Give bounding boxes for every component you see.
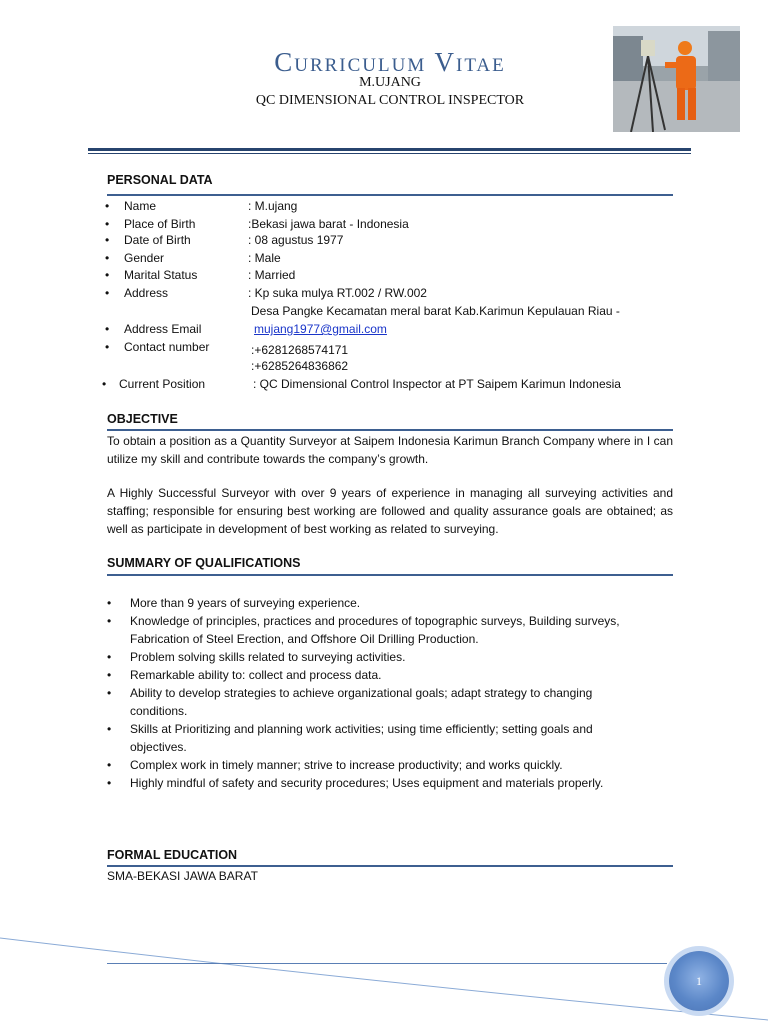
objective-heading: OBJECTIVE — [107, 412, 178, 426]
row-label: Marital Status — [124, 268, 198, 282]
row-value: :Bekasi jawa barat - Indonesia — [248, 217, 409, 231]
page-number: 1 — [669, 951, 729, 1011]
row-value: : QC Dimensional Control Inspector at PT Saipem Karimun Indonesia — [253, 377, 621, 391]
row-label: Place of Birth — [124, 217, 196, 231]
footer-curve — [0, 920, 768, 1024]
personal-data-rule — [107, 194, 673, 196]
row-label: Contact number — [124, 340, 210, 354]
row-value: : 08 agustus 1977 — [248, 233, 344, 247]
row-value: : M.ujang — [248, 199, 298, 213]
row-label: Current Position — [119, 377, 206, 391]
row-label: Name — [124, 199, 157, 213]
cv-title: Curriculum Vitae — [274, 47, 506, 77]
list-item: • Remarkable ability to: collect and process data. — [107, 668, 382, 682]
objective-paragraph-2: A Highly Successful Surveyor with over 9 years of experience in managing all surveying activities and staffing; responsible for ensuring best working are followed and quality assurance goals are obtained; as well as participate in development of best working as related to surveying. — [107, 486, 673, 536]
list-item: • Complex work in timely manner; strive to increase productivity; and works quickly. — [107, 758, 563, 772]
row-label: Date of Birth — [124, 233, 191, 247]
footer-line — [107, 963, 667, 964]
row-value: : Male — [248, 251, 281, 265]
row-value: :+6285264836862 — [251, 359, 349, 373]
education-rule — [107, 865, 673, 867]
row-label: Address — [124, 286, 169, 300]
applicant-photo — [613, 26, 740, 132]
qualifications-rule — [107, 574, 673, 576]
list-item: • More than 9 years of surveying experience. — [107, 596, 361, 610]
row-value: : Married — [248, 268, 296, 282]
education-item: SMA-BEKASI JAWA BARAT — [107, 869, 258, 883]
objective-rule — [107, 429, 673, 431]
row-value: Desa Pangke Kecamatan meral barat Kab.Karimun Kepulauan Riau - — [251, 304, 620, 318]
list-item: • Highly mindful of safety and security procedures; Uses equipment and materials properly. — [107, 776, 604, 790]
qualifications-heading: SUMMARY OF QUALIFICATIONS — [107, 556, 301, 570]
email-link[interactable]: mujang1977@gmail.com — [254, 322, 387, 336]
list-item: • Problem solving skills related to surveying activities. — [107, 650, 406, 664]
personal-data-heading: PERSONAL DATA — [107, 173, 213, 187]
row-label: Address Email — [124, 322, 202, 336]
list-item: • Ability to develop strategies to achieve organizational goals; adapt strategy to changing conditions. — [107, 686, 593, 718]
list-item: • Skills at Prioritizing and planning work activities; using time efficiently; setting goals and objectives. — [107, 722, 593, 754]
objective-paragraph-1: To obtain a position as a Quantity Surveyor at Saipem Indonesia Karimun Branch Company where in I can utilize my skill and contribute towards the company’s growth. — [107, 434, 673, 466]
header-divider — [88, 148, 691, 154]
row-value: :+6281268574171 — [251, 343, 349, 357]
qualifications-list — [107, 594, 627, 792]
applicant-position: QC DIMENSIONAL CONTROL INSPECTOR — [255, 93, 525, 108]
row-label: Gender — [124, 251, 165, 265]
row-value: : Kp suka mulya RT.002 / RW.002 — [248, 286, 427, 300]
applicant-name: M.UJANG — [359, 75, 421, 90]
list-item: • Knowledge of principles, practices and procedures of topographic surveys, Building surveys, Fabrication of Steel Erection, and Offshore Oil Drilling Production. — [107, 614, 620, 646]
education-heading: FORMAL EDUCATION — [107, 848, 238, 862]
